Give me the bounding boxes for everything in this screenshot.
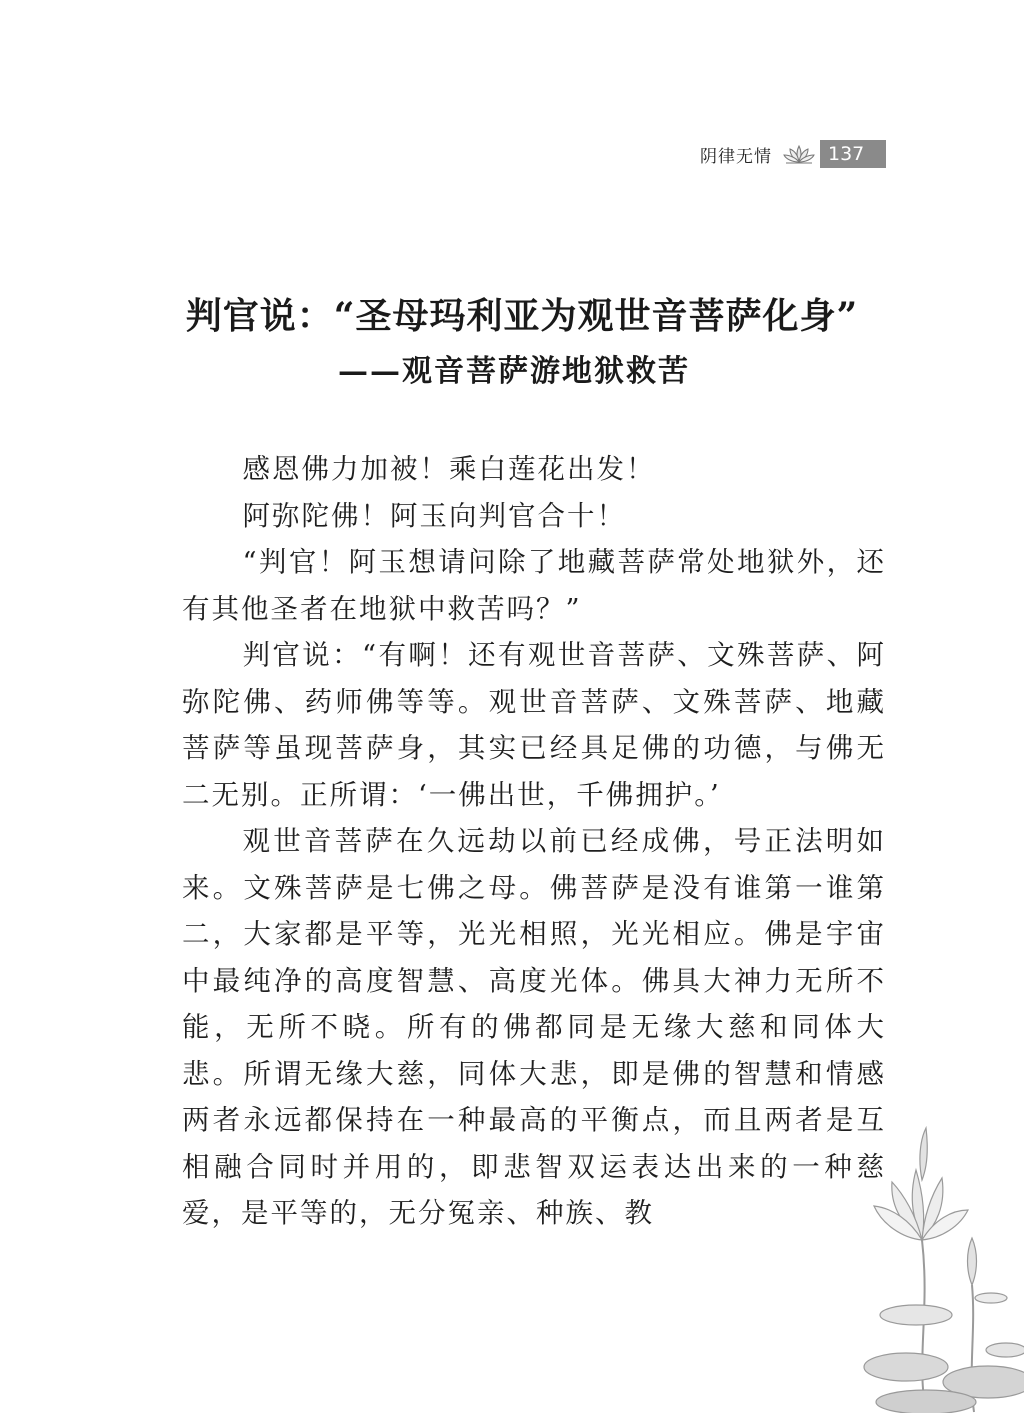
section-title: 阴律无情 bbox=[700, 146, 772, 167]
chapter-title-block bbox=[0, 288, 1024, 389]
page-number: 137 bbox=[820, 140, 886, 168]
chapter-title: 判官说：“圣母玛利亚为观世音菩萨化身” bbox=[185, 295, 859, 337]
paragraph: 判官说：“有啊！还有观世音菩萨、文殊菩萨、阿弥陀佛、药师佛等等。观世音菩萨、文殊菩萨、地藏菩萨等虽现菩萨身，其实已经具足佛的功德，与佛无二无别。正所谓：‘一佛出世，千佛拥护。’ bbox=[182, 639, 886, 811]
lotus-pond-illustration bbox=[856, 1120, 1024, 1413]
paragraph: “判官！阿玉想请问除了地藏菩萨常处地狱外，还有其他圣者在地狱中救苦吗？” bbox=[182, 546, 886, 625]
running-header bbox=[700, 140, 886, 168]
body-text bbox=[182, 446, 886, 1237]
lotus-icon bbox=[782, 143, 816, 165]
paragraph: 观世音菩萨在久远劫以前已经成佛，号正法明如来。文殊菩萨是七佛之母。佛菩萨是没有谁第一谁第二，大家都是平等，光光相照，光光相应。佛是宇宙中最纯净的高度智慧、高度光体。佛具大神力无所不能，无所不晓。所有的佛都同是无缘大慈和同体大悲。所谓无缘大慈，同体大悲，即是佛的智慧和情感两者永远都保持在一种最高的平衡点，而且两者是互相融合同时并用的，即悲智双运表达出来的一种慈爱，是平等的，无分冤亲、种族、教 bbox=[182, 825, 886, 1229]
paragraph: 阿弥陀佛！阿玉向判官合十！ bbox=[242, 499, 626, 532]
paragraph: 感恩佛力加被！乘白莲花出发！ bbox=[242, 453, 656, 485]
chapter-subtitle: ——观音菩萨游地狱救苦 bbox=[338, 354, 690, 389]
